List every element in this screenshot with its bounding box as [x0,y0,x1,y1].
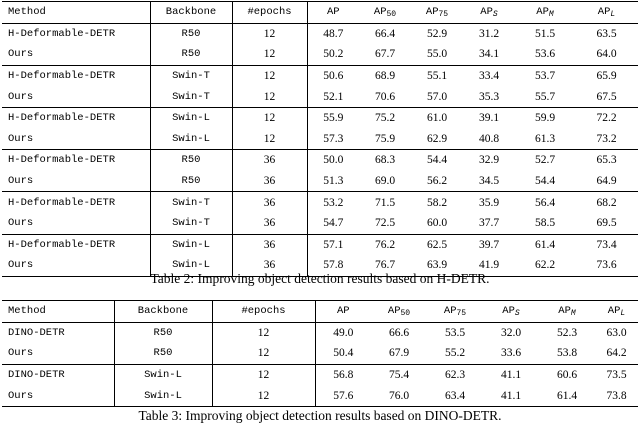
cell-epochs: 12 [232,86,307,107]
cell-epochs: 12 [232,129,307,150]
cell-apl: 63.0 [606,326,627,339]
cell-method: Ours [2,213,150,234]
cell-ap50: 75.4 [371,364,427,385]
cell-ap50: 76.7 [374,259,396,272]
cell-aps: 32.9 [463,150,515,171]
cell-ap: 52.1 [323,90,344,103]
cell-method: Ours [2,44,150,65]
cell-apl: 69.5 [596,217,617,230]
table-row [2,213,638,234]
header-aps: $AP_S$ [480,6,498,20]
cell-ap: 50.2 [323,48,344,61]
cell-method: Ours [2,343,114,364]
cell-method: H-Deformable-DETR [2,23,150,44]
header-epochs: #epochs [212,301,315,323]
table-row [2,65,638,86]
cell-ap75: 56.2 [426,175,448,188]
cell-ap75: 58.2 [411,192,463,213]
cell-ap: 57.6 [333,389,354,402]
table-row [2,192,638,213]
cell-method: Ours [2,255,150,276]
cell-epochs: 36 [232,150,307,171]
cell-ap50: 66.6 [388,326,410,339]
cell-epochs: 12 [212,343,315,364]
cell-epochs: 36 [232,255,307,276]
cell-ap: 48.7 [323,27,344,40]
cell-backbone: Swin-T [150,86,232,107]
cell-aps: 35.9 [463,192,515,213]
table-2-caption: Table 2: Improving object detection results based on H-DETR. [150,271,490,286]
cell-apl: 73.8 [606,389,627,402]
cell-backbone: Swin-T [150,65,232,86]
table-3 [2,300,638,407]
cell-epochs: 36 [232,192,307,213]
cell-aps: 35.3 [478,90,500,103]
cell-apl: 73.5 [595,364,638,385]
cell-epochs: 36 [232,213,307,234]
header-apl: $AP_L$ [607,305,626,319]
header-ap50: $AP_{50}$ [387,305,411,319]
cell-backbone: Swin-T [150,213,232,234]
cell-backbone: R50 [150,171,232,192]
header-apl: $AP_L$ [597,6,616,20]
cell-ap: 49.0 [333,326,354,339]
cell-ap: 51.3 [323,175,344,188]
cell-ap50: 67.7 [374,48,396,61]
cell-ap75: 62.9 [426,132,448,145]
cell-ap75: 62.5 [411,234,463,255]
cell-aps: 34.1 [478,48,500,61]
cell-aps: 41.1 [483,364,539,385]
cell-aps: 34.5 [478,175,500,188]
cell-ap50: 69.0 [374,175,396,188]
cell-method: H-Deformable-DETR [2,150,150,171]
cell-ap75: 63.9 [426,259,448,272]
cell-aps: 33.4 [463,65,515,86]
cell-ap: 55.9 [307,107,359,128]
cell-apm: 61.4 [556,389,578,402]
header-ap75: $AP_{75}$ [443,305,467,319]
cell-ap50: 76.2 [359,234,411,255]
cell-ap50: 75.9 [374,132,396,145]
cell-backbone: R50 [150,150,232,171]
table-2-body [2,23,638,276]
cell-ap50: 68.3 [359,150,411,171]
cell-ap50: 70.6 [374,90,396,103]
cell-apl: 64.9 [596,175,617,188]
cell-ap: 54.7 [323,217,344,230]
cell-ap75: 53.5 [444,326,466,339]
cell-backbone: R50 [150,44,232,65]
cell-backbone: Swin-L [150,129,232,150]
cell-ap75: 62.3 [427,364,483,385]
cell-epochs: 36 [232,234,307,255]
cell-ap50: 68.9 [359,65,411,86]
cell-backbone: R50 [150,23,232,44]
cell-apm: 62.2 [534,259,556,272]
cell-ap75: 63.4 [444,389,466,402]
cell-apm: 61.4 [515,234,575,255]
cell-backbone: Swin-L [114,385,212,406]
cell-apl: 73.6 [596,259,617,272]
cell-backbone: Swin-T [150,192,232,213]
cell-apl: 68.2 [575,192,638,213]
cell-aps: 39.7 [463,234,515,255]
cell-apl: 65.3 [575,150,638,171]
table-row [2,322,638,343]
cell-aps: 33.6 [500,347,522,360]
header-ap75: $AP_{75}$ [425,6,449,20]
cell-method: Ours [2,385,114,406]
cell-aps: 32.0 [500,326,522,339]
header-ap: AP [326,6,340,19]
cell-ap: 50.4 [333,347,354,360]
cell-backbone: Swin-L [114,364,212,385]
cell-apm: 51.5 [534,27,556,40]
cell-ap75: 55.0 [426,48,448,61]
table-row [2,385,638,406]
cell-method: H-Deformable-DETR [2,234,150,255]
cell-apm: 52.3 [556,326,578,339]
table-row [2,343,638,364]
cell-apl: 64.0 [596,48,617,61]
cell-ap50: 71.5 [359,192,411,213]
cell-ap75: 60.0 [426,217,448,230]
table-row [2,364,638,385]
cell-backbone: R50 [114,343,212,364]
table-row [2,129,638,150]
cell-method: Ours [2,86,150,107]
cell-ap50: 72.5 [374,217,396,230]
cell-apl: 65.9 [575,65,638,86]
cell-ap: 57.3 [323,132,344,145]
cell-aps: 39.1 [463,107,515,128]
cell-apl: 67.5 [596,90,617,103]
table-row [2,234,638,255]
header-method: Method [2,2,150,24]
cell-aps: 40.8 [478,132,500,145]
cell-apm: 55.7 [534,90,556,103]
header-ap50: $AP_{50}$ [373,6,397,20]
cell-epochs: 12 [212,364,315,385]
cell-epochs: 12 [232,65,307,86]
cell-apm: 56.4 [515,192,575,213]
cell-apl: 73.2 [596,132,617,145]
header-aps: $AP_S$ [502,305,520,319]
cell-method: H-Deformable-DETR [2,192,150,213]
cell-epochs: 12 [232,23,307,44]
table-2 [2,1,638,277]
cell-ap75: 54.4 [411,150,463,171]
cell-ap: 56.8 [315,364,371,385]
cell-aps: 31.2 [478,27,500,40]
header-apm: $AP_M$ [536,6,554,20]
header-method: Method [2,301,114,323]
cell-apm: 52.7 [515,150,575,171]
header-backbone: Backbone [114,301,212,323]
table-row [2,107,638,128]
cell-ap75: 55.1 [411,65,463,86]
cell-apl: 72.2 [575,107,638,128]
cell-method: Ours [2,129,150,150]
table-row [2,23,638,44]
cell-ap75: 55.2 [444,347,466,360]
cell-ap: 50.0 [307,150,359,171]
cell-backbone: R50 [114,322,212,343]
table-row [2,86,638,107]
cell-backbone: Swin-L [150,234,232,255]
header-backbone: Backbone [150,2,232,24]
cell-epochs: 12 [212,322,315,343]
cell-ap75: 61.0 [411,107,463,128]
table-3-body [2,322,638,406]
header-ap: AP [336,305,350,318]
cell-apm: 59.9 [515,107,575,128]
cell-backbone: Swin-L [150,255,232,276]
cell-method: Ours [2,171,150,192]
cell-ap: 53.2 [307,192,359,213]
table-2-header-row [2,2,638,24]
cell-apm: 53.7 [515,65,575,86]
cell-aps: 41.1 [500,389,522,402]
cell-apm: 61.3 [534,132,556,145]
cell-method: DINO-DETR [2,322,114,343]
cell-epochs: 12 [212,385,315,406]
cell-method: H-Deformable-DETR [2,107,150,128]
cell-method: H-Deformable-DETR [2,65,150,86]
cell-apm: 54.4 [534,175,556,188]
table-row [2,171,638,192]
cell-apm: 58.5 [534,217,556,230]
cell-ap75: 57.0 [426,90,448,103]
cell-backbone: Swin-L [150,107,232,128]
cell-ap: 50.6 [307,65,359,86]
table-row [2,44,638,65]
cell-epochs: 12 [232,44,307,65]
cell-epochs: 36 [232,171,307,192]
table-3-header-row [2,301,638,323]
cell-apl: 64.2 [606,347,627,360]
header-apm: $AP_M$ [558,305,576,319]
cell-aps: 41.9 [478,259,500,272]
cell-apm: 53.6 [534,48,556,61]
cell-ap50: 66.4 [374,27,396,40]
table-3-caption: Table 3: Improving object detection results based on DINO-DETR. [138,408,502,423]
cell-ap75: 52.9 [426,27,448,40]
cell-ap: 57.1 [307,234,359,255]
header-epochs: #epochs [232,2,307,24]
table-row [2,150,638,171]
cell-ap: 57.8 [323,259,344,272]
cell-apl: 73.4 [575,234,638,255]
cell-apm: 60.6 [539,364,595,385]
cell-apm: 53.8 [556,347,578,360]
cell-epochs: 12 [232,107,307,128]
cell-aps: 37.7 [478,217,500,230]
cell-method: DINO-DETR [2,364,114,385]
cell-apl: 63.5 [596,27,617,40]
cell-ap50: 76.0 [388,389,410,402]
cell-ap50: 67.9 [388,347,410,360]
cell-ap50: 75.2 [359,107,411,128]
